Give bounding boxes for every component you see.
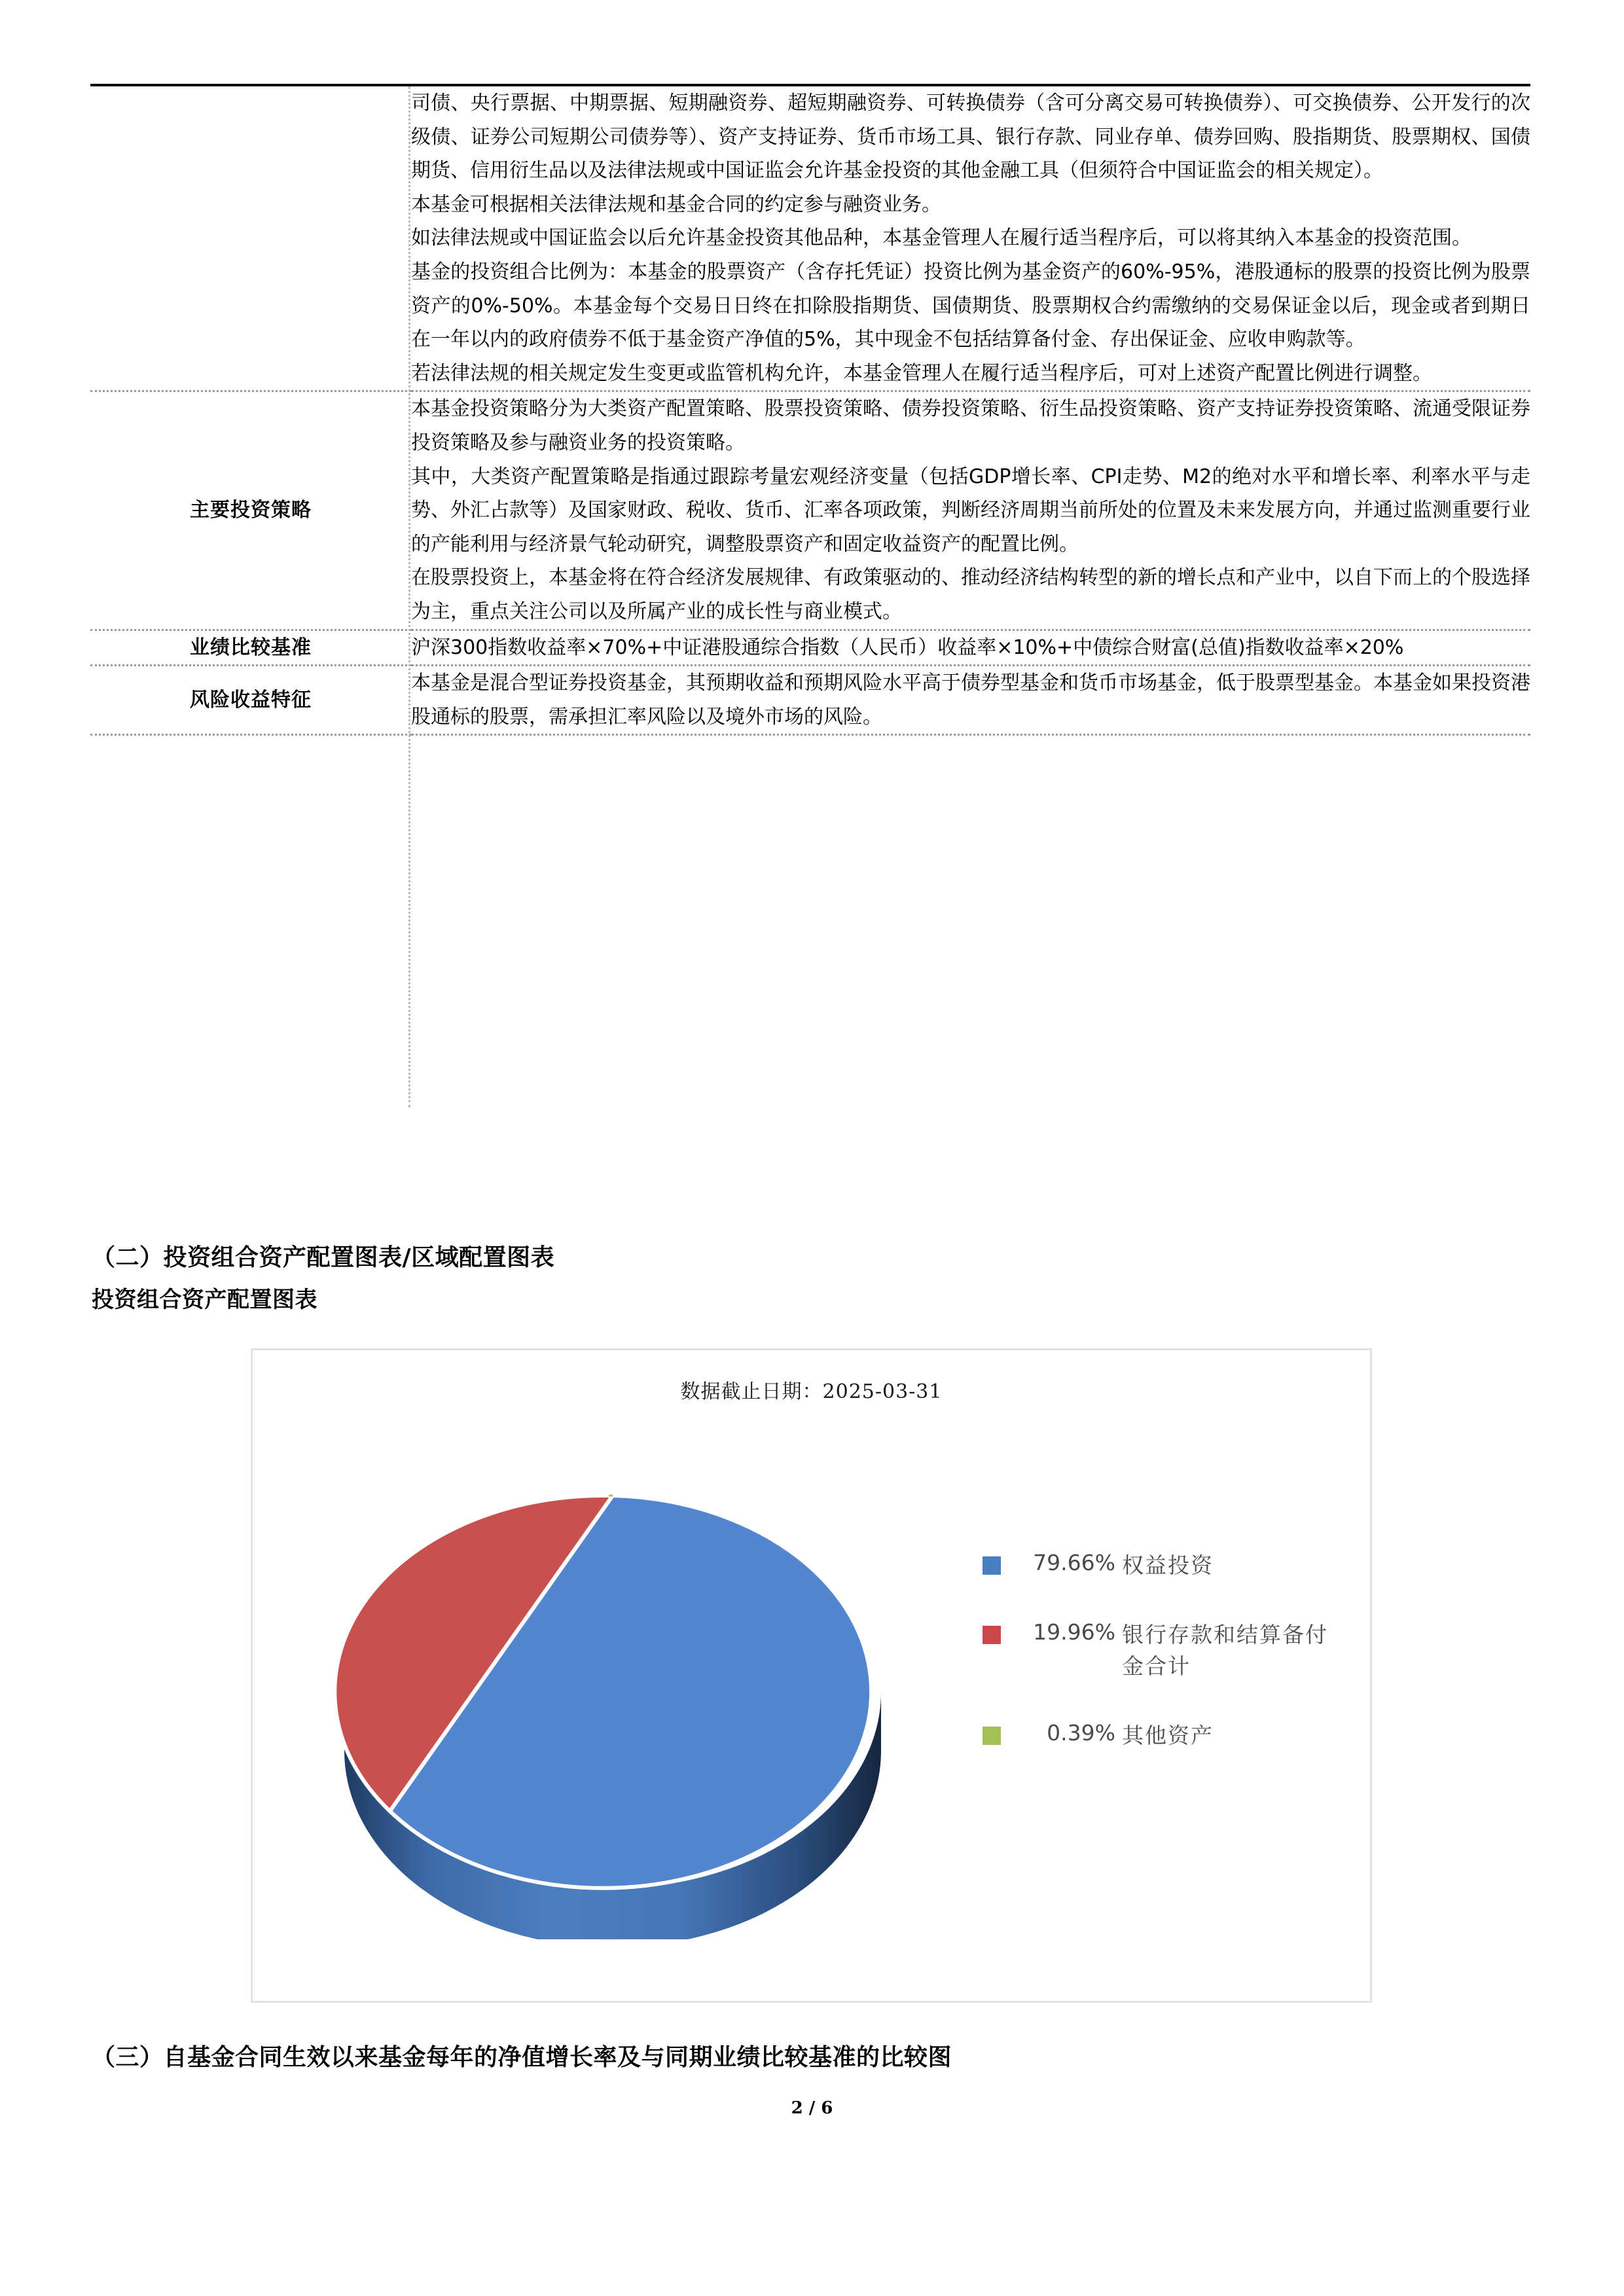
fund-info-table (90, 84, 1530, 736)
paragraph: 若法律法规的相关规定发生变更或监管机构允许，本基金管理人在履行适当程序后，可对上述资产配置比例进行调整。 (411, 361, 1432, 385)
legend-label-bank-deposit: 银行存款和结算备付金合计 (1122, 1621, 1328, 1679)
paragraph: 本基金投资策略分为大类资产配置策略、股票投资策略、债券投资策略、衍生品投资策略、资产支持证券投资策略、流通受限证券投资策略及参与融资业务的投资策略。 (411, 397, 1530, 454)
section-heading-two: （二）投资组合资产配置图表/区域配置图表 (92, 1244, 555, 1271)
legend-label-equity: 权益投资 (1122, 1552, 1214, 1578)
chart-title: 数据截止日期：2025-03-31 (680, 1380, 943, 1403)
legend-swatch-icon (983, 1626, 1001, 1644)
row-label-investment-scope (90, 86, 411, 391)
table-row (90, 631, 1530, 666)
legend-item-other-assets (983, 1720, 1349, 1751)
paragraph: 司债、央行票据、中期票据、短期融资券、超短期融资券、可转换债券（含可分离交易可转换债券）、可交换债券、公开发行的次级债、证券公司短期公司债券等）、资产支持证券、货币市场工具、银行存款、同业存单、债券回购、股指期货、股票期权、国债期货、信用衍生品以及法律法规或中国证监会允许基金投资的其他金融工具（但须符合中国证监会的相关规定）。 (411, 92, 1530, 183)
paragraph: 基金的投资组合比例为：本基金的股票资产（含存托凭证）投资比例为基金资产的60%-95%，港股通标的股票的投资比例为股票资产的0%-50%。本基金每个交易日日终在扣除股指期货、国债期货、股票期权合约需缴纳的交易保证金以后，现金或者到期日在一年以内的政府债券不低于基金资产净值的5%，其中现金不包括结算备付金、存出保证金、应收申购款等。 (411, 260, 1530, 351)
legend-value-other-assets: 0.39% (1047, 1719, 1115, 1746)
page-number-footer: 2 / 6 (791, 2098, 833, 2118)
legend-value-equity: 79.66% (1033, 1550, 1115, 1575)
chart-legend (983, 1550, 1349, 1789)
table-row (90, 392, 1530, 630)
paragraph: 在股票投资上，本基金将在符合经济发展规律、有政策驱动的、推动经济结构转型的新的增长点和产业中，以自下而上的个股选择为主，重点关注公司以及所属产业的成长性与商业模式。 (411, 566, 1530, 623)
pie-svg (285, 1455, 940, 1939)
paragraph: 沪深300指数收益率×70%+中证港股通综合指数（人民币）收益率×10%+中债综合财富(总值)指数收益率×20% (411, 636, 1404, 659)
paragraph: 本基金可根据相关法律法规和基金合同的约定参与融资业务。 (411, 192, 941, 216)
row-body-benchmark (411, 631, 1530, 666)
paragraph: 如法律法规或中国证监会以后允许基金投资其他品种，本基金管理人在履行适当程序后，可以将其纳入本基金的投资范围。 (411, 226, 1471, 250)
legend-swatch-icon (983, 1727, 1001, 1745)
legend-swatch-icon (983, 1556, 1001, 1575)
asset-allocation-chart (251, 1348, 1372, 2003)
table-column-divider (408, 86, 410, 1107)
table-row (90, 666, 1530, 735)
row-label-benchmark: 业绩比较基准 (190, 636, 312, 659)
chart-section-subtitle: 投资组合资产配置图表 (92, 1287, 317, 1313)
section-heading-three: （三）自基金合同生效以来基金每年的净值增长率及与同期业绩比较基准的比较图 (92, 2044, 952, 2071)
legend-item-equity (983, 1550, 1349, 1581)
row-label-risk-return: 风险收益特征 (190, 689, 312, 712)
paragraph: 本基金是混合型证券投资基金，其预期收益和预期风险水平高于债券型基金和货币市场基金，低于股票型基金。本基金如果投资港股通标的股票，需承担汇率风险以及境外市场的风险。 (411, 672, 1530, 728)
table-row (90, 86, 1530, 391)
row-body-risk-return (411, 666, 1530, 735)
row-separator (90, 735, 1530, 736)
pie-chart-graphic (285, 1455, 940, 1939)
legend-item-bank-deposit (983, 1619, 1349, 1682)
row-label-main-strategy: 主要投资策略 (190, 499, 312, 522)
row-body-main-strategy (411, 392, 1530, 630)
legend-label-other-assets: 其他资产 (1122, 1722, 1214, 1748)
row-body-investment-scope (411, 86, 1530, 391)
paragraph: 其中，大类资产配置策略是指通过跟踪考量宏观经济变量（包括GDP增长率、CPI走势、M2的绝对水平和增长率、利率水平与走势、外汇占款等）及国家财政、税收、货币、汇率各项政策，判断经济周期当前所处的位置及未来发展方向，并通过监测重要行业的产能利用与经济景气轮动研究，调整股票资产和固定收益资产的配置比例。 (411, 465, 1530, 556)
legend-value-bank-deposit: 19.96% (1033, 1619, 1115, 1645)
